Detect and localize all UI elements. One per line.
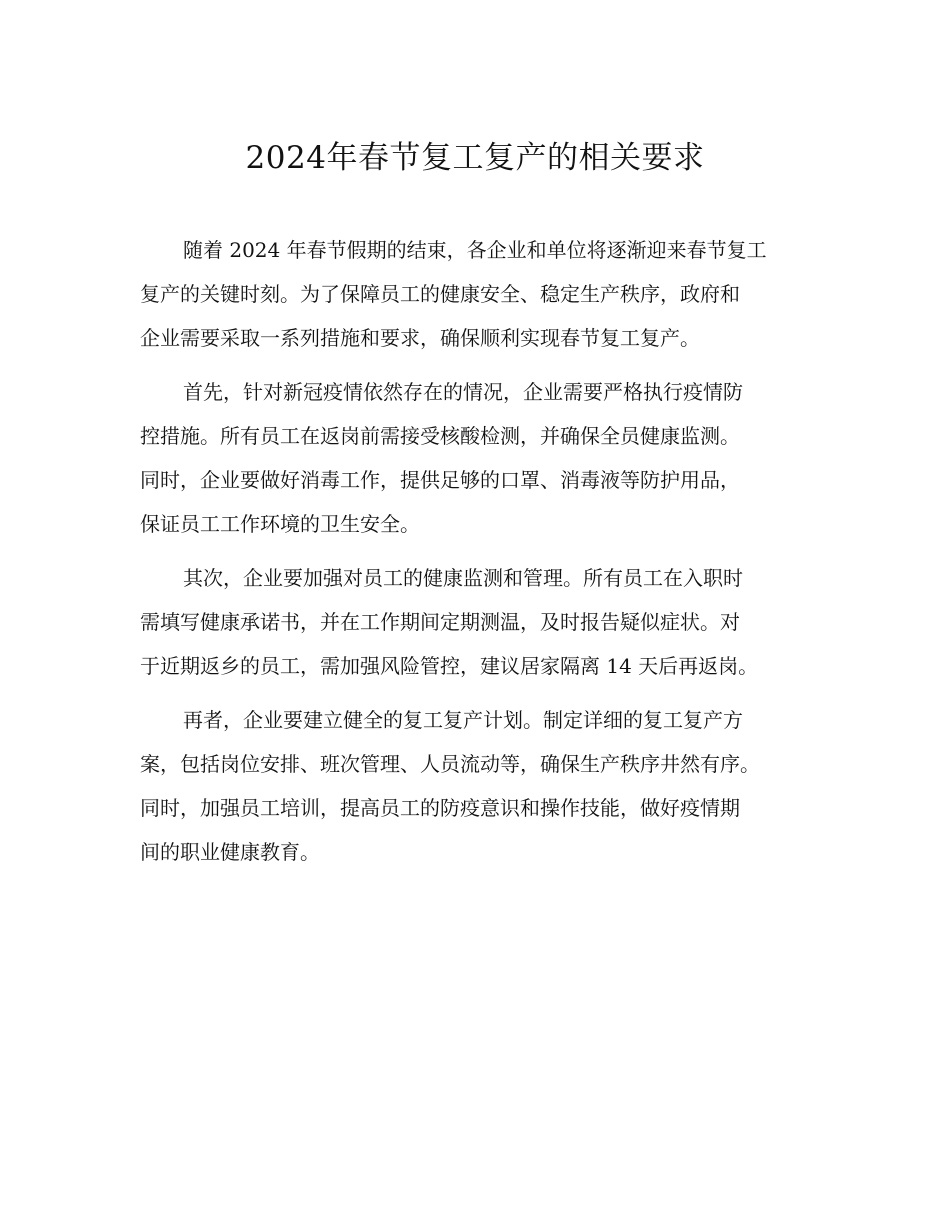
paragraph-1 (140, 228, 840, 360)
document-body (140, 228, 840, 884)
paragraph-line: 随着 2024 年春节假期的结束，各企业和单位将逐渐迎来春节复工 (183, 238, 767, 262)
paragraph-line: 于近期返乡的员工，需加强风险管控，建议居家隔离 14 天后再返岗。 (140, 654, 759, 678)
paragraph-line: 控措施。所有员工在返岗前需接受核酸检测，并确保全员健康监测。 (140, 424, 740, 448)
paragraph-line: 同时，加强员工培训，提高员工的防疫意识和操作技能，做好疫情期 (140, 796, 740, 820)
paragraph-line: 保证员工工作环境的卫生安全。 (140, 512, 420, 536)
paragraph-line: 再者，企业要建立健全的复工复产计划。制定详细的复工复产方 (183, 708, 743, 732)
paragraph-4 (140, 698, 840, 874)
page-title: 2024年春节复工复产的相关要求 (245, 140, 705, 176)
paragraph-line: 间的职业健康教育。 (140, 840, 320, 864)
paragraph-3 (140, 556, 840, 688)
paragraph-line: 其次，企业要加强对员工的健康监测和管理。所有员工在入职时 (183, 566, 743, 590)
paragraph-line: 复产的关键时刻。为了保障员工的健康安全、稳定生产秩序，政府和 (140, 282, 740, 306)
paragraph-line: 案，包括岗位安排、班次管理、人员流动等，确保生产秩序井然有序。 (140, 752, 760, 776)
paragraph-2 (140, 370, 840, 546)
paragraph-line: 需填写健康承诺书，并在工作期间定期测温，及时报告疑似症状。对 (140, 610, 740, 634)
paragraph-line: 企业需要采取一系列措施和要求，确保顺利实现春节复工复产。 (140, 326, 700, 350)
paragraph-line: 同时，企业要做好消毒工作，提供足够的口罩、消毒液等防护用品， (140, 468, 740, 492)
paragraph-line: 首先，针对新冠疫情依然存在的情况，企业需要严格执行疫情防 (183, 380, 743, 404)
